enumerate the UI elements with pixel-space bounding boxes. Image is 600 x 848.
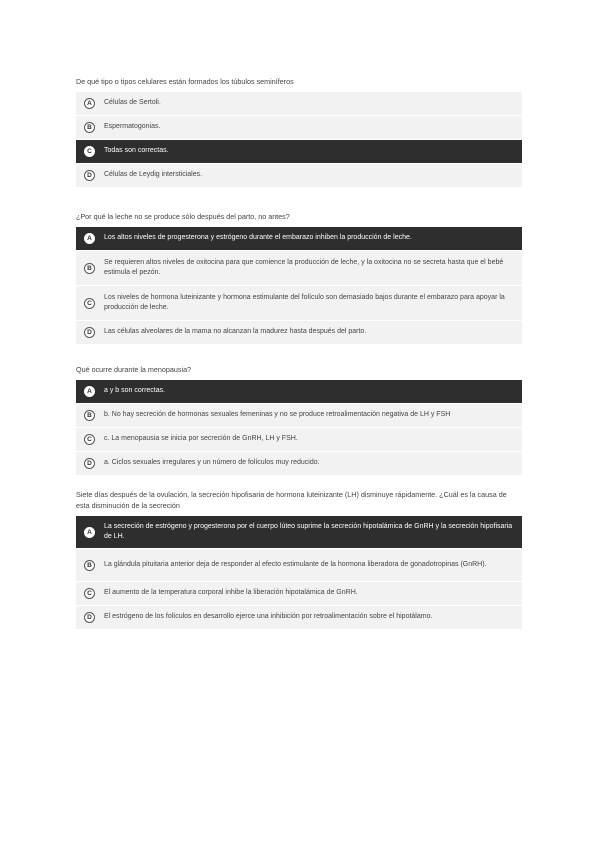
option-text: Los altos niveles de progesterona y estrógeno durante el embarazo inhiben la producción de leche. <box>104 234 412 242</box>
option-letter-b: B <box>84 410 95 421</box>
option-a-selected[interactable] <box>76 380 522 403</box>
option-letter-a: A <box>84 527 95 538</box>
option-letter-b: B <box>84 122 95 133</box>
question-3 <box>76 364 522 476</box>
option-a[interactable] <box>76 92 522 115</box>
option-d[interactable] <box>76 164 522 187</box>
option-letter-d: D <box>84 458 95 469</box>
option-text: Células de Leydig intersticiales. <box>104 171 203 179</box>
option-text: La glándula pituitaria anterior deja de responder al efecto estimulante de la hormona liberadora de gonadotropinas (GnRH). <box>104 560 487 568</box>
option-letter-c: C <box>84 434 95 445</box>
option-b[interactable] <box>76 116 522 139</box>
question-4 <box>76 489 522 630</box>
option-d[interactable] <box>76 321 522 344</box>
option-a-selected[interactable] <box>76 227 522 250</box>
question-text: ¿Por qué la leche no se produce sólo después del parto, no antes? <box>76 212 290 221</box>
option-text: a y b son correctas. <box>104 387 166 395</box>
question-1 <box>76 76 522 188</box>
option-letter-a: A <box>84 386 95 397</box>
option-letter-d: D <box>84 612 95 623</box>
option-b[interactable] <box>76 404 522 427</box>
option-text: b. No hay secreción de hormonas sexuales femeninas y no se produce retroalimentación negativa de LH y FSH <box>104 411 451 419</box>
option-text: Todas son correctas. <box>104 147 169 155</box>
option-letter-c: C <box>84 146 95 157</box>
option-a-selected[interactable] <box>76 516 522 548</box>
option-b[interactable] <box>76 251 522 285</box>
question-text: Siete días después de la ovulación, la secreción hipofisaria de hormona luteinizante (LH) disminuye rápidamente. ¿Cuál es la causa de esta disminución de la secreción <box>76 490 507 510</box>
option-letter-a: A <box>84 98 95 109</box>
option-c[interactable] <box>76 582 522 605</box>
option-text: El estrógeno de los folículos en desarrollo ejerce una inhibición por retroalimentación sobre el hipotálamo. <box>104 613 433 621</box>
option-letter-b: B <box>84 560 95 571</box>
question-text: Qué ocurre durante la menopausia? <box>76 365 192 374</box>
option-b[interactable] <box>76 549 522 581</box>
option-c[interactable] <box>76 286 522 320</box>
option-letter-d: D <box>84 170 95 181</box>
question-text: De qué tipo o tipos celulares están formados los túbulos seminíferos <box>76 77 294 86</box>
option-letter-c: C <box>84 298 95 309</box>
option-text: Se requieren altos niveles de oxitocina para que comience la producción de leche, y la oxitocina no se secreta hasta que el bebé estimula el pezón. <box>104 258 504 276</box>
option-text: c. La menopausia se inicia por secreción de GnRH, LH y FSH. <box>104 435 298 443</box>
option-letter-a: A <box>84 233 95 244</box>
option-text: El aumento de la temperatura corporal inhibe la liberación hipotalámica de GnRH. <box>104 589 358 597</box>
option-letter-d: D <box>84 327 95 338</box>
option-c-selected[interactable] <box>76 140 522 163</box>
option-letter-b: B <box>84 263 95 274</box>
option-letter-c: C <box>84 588 95 599</box>
option-text: Espermatogonias. <box>104 123 161 131</box>
option-text: La secreción de estrógeno y progesterona por el cuerpo lúteo suprime la secreción hipotalámica de GnRH y la secreción hipofisaria de LH. <box>104 522 513 540</box>
option-d[interactable] <box>76 452 522 475</box>
option-text: Los niveles de hormona luteinizante y hormona estimulante del folículo son demasiado bajos durante el embarazo para apoyar la producción de leche. <box>104 293 505 311</box>
option-d[interactable] <box>76 606 522 629</box>
option-c[interactable] <box>76 428 522 451</box>
question-2 <box>76 211 522 345</box>
option-text: Las células alveolares de la mama no alcanzan la madurez hasta después del parto. <box>104 328 367 336</box>
option-text: Células de Sertoli. <box>104 99 161 107</box>
option-text: a. Ciclos sexuales irregulares y un número de folículos muy reducido. <box>104 459 320 467</box>
